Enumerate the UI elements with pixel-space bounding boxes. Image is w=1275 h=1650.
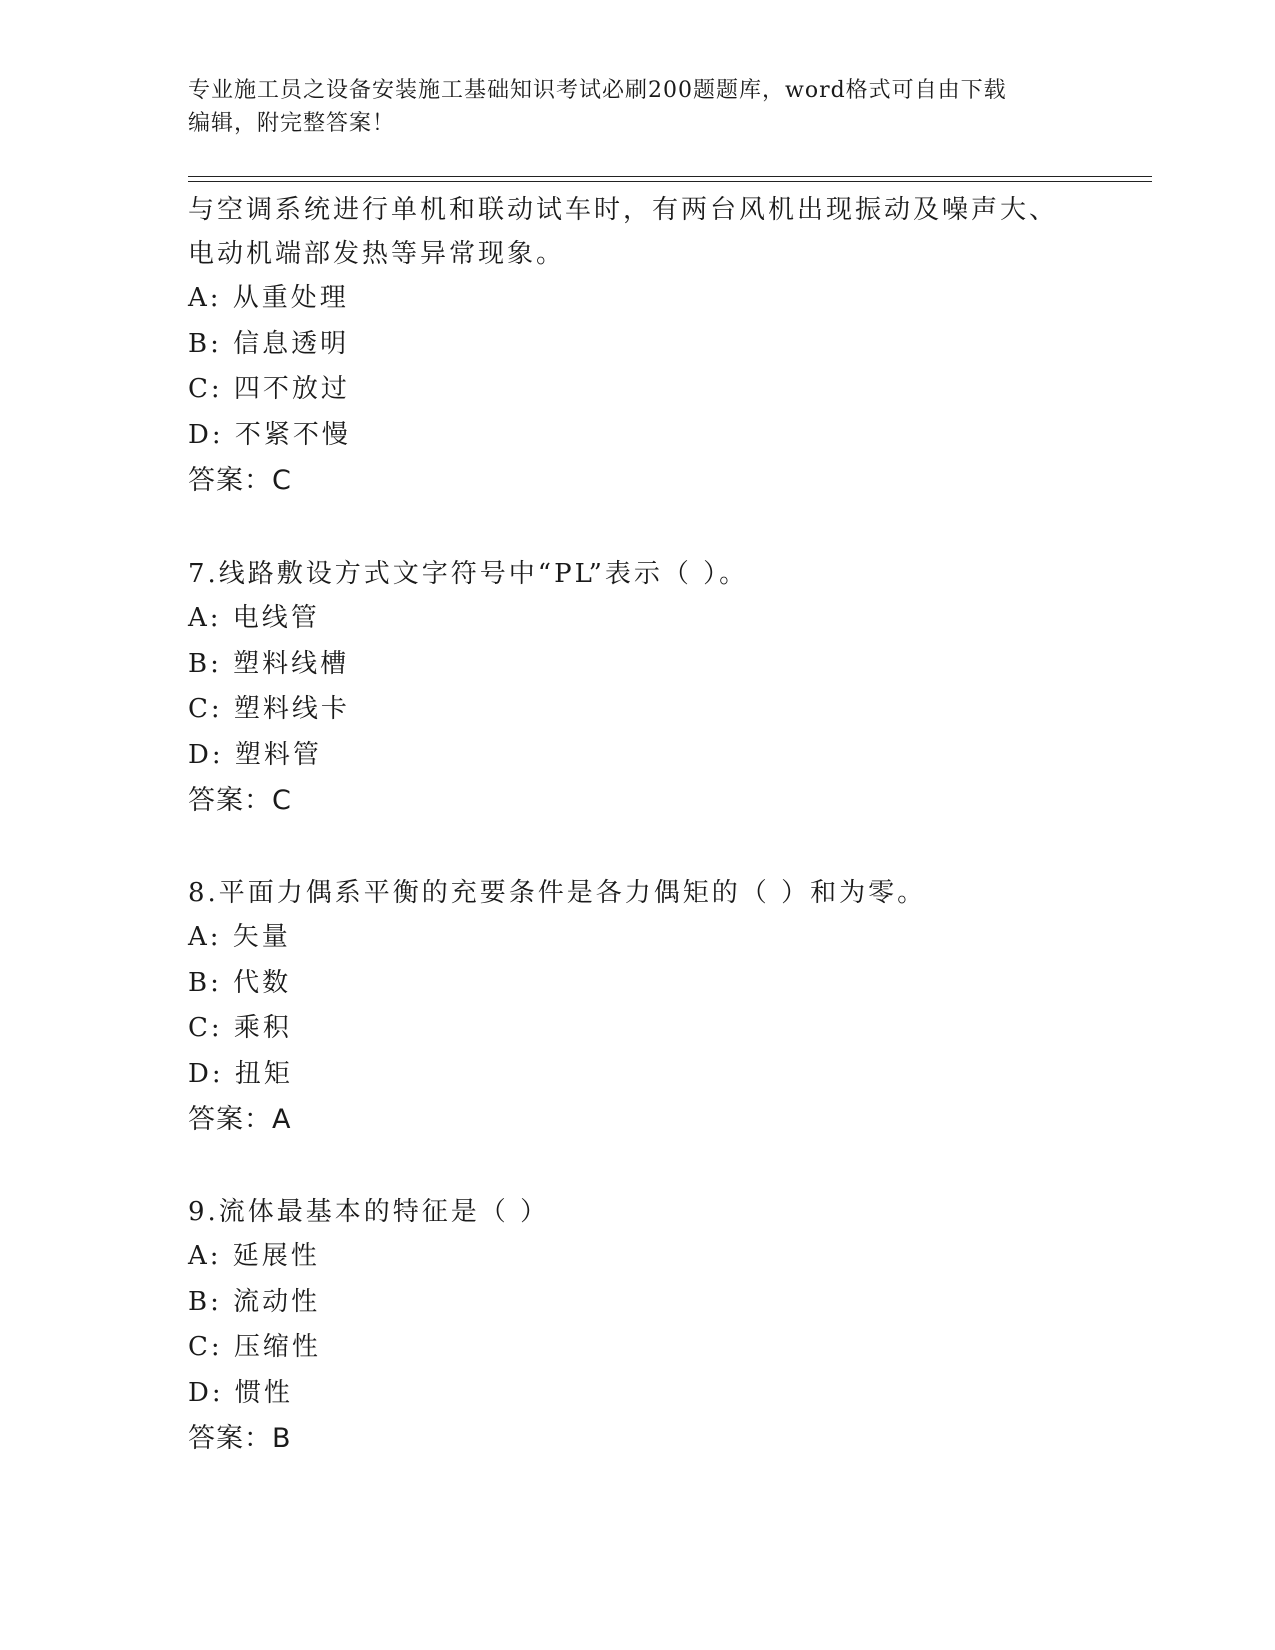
question-stem-line: 7.线路敷设方式文字符号中“PL”表示（ ）。	[188, 559, 749, 589]
option-b: B: 流动性	[188, 1286, 321, 1317]
option-a: A: 矢量	[188, 922, 291, 952]
question-stem-line: 9.流体最基本的特征是（ ）	[188, 1197, 550, 1227]
option-c: C: 四不放过	[188, 374, 350, 404]
option-c: C: 乘积	[188, 1013, 292, 1043]
option-b: B: 信息透明	[188, 328, 350, 359]
answer-line: 答案：A	[188, 1104, 292, 1135]
question-block	[188, 188, 1088, 503]
answer-line: 答案：B	[188, 1423, 292, 1454]
option-b: B: 代数	[188, 967, 292, 998]
header-divider-bottom	[188, 181, 1152, 182]
option-d: D: 塑料管	[188, 739, 322, 770]
question-stem-line: 与空调系统进行单机和联动试车时，有两台风机出现振动及噪声大、	[188, 195, 1059, 225]
question-stem-line: 电动机端部发热等异常现象。	[188, 239, 566, 269]
option-a: A: 从重处理	[188, 283, 349, 313]
question-block	[188, 1190, 1088, 1461]
option-b: B: 塑料线槽	[188, 648, 350, 679]
question-block	[188, 871, 1088, 1142]
option-d: D: 不紧不慢	[188, 419, 351, 450]
header-line-2: 编辑，附完整答案！	[188, 111, 396, 136]
header-line-1: 专业施工员之设备安装施工基础知识考试必刷200题题库，word格式可自由下载	[188, 78, 1007, 103]
option-c: C: 塑料线卡	[188, 694, 350, 724]
option-c: C: 压缩性	[188, 1332, 321, 1362]
answer-line: 答案：C	[188, 465, 292, 496]
question-block	[188, 552, 1088, 823]
option-d: D: 惯性	[188, 1377, 293, 1408]
answer-line: 答案：C	[188, 785, 292, 816]
header-divider-top	[188, 176, 1152, 177]
document-header	[188, 74, 1088, 140]
option-d: D: 扭矩	[188, 1058, 293, 1089]
question-stem-line: 8.平面力偶系平衡的充要条件是各力偶矩的（ ）和为零。	[188, 878, 927, 908]
option-a: A: 延展性	[188, 1241, 320, 1271]
option-a: A: 电线管	[188, 603, 320, 633]
